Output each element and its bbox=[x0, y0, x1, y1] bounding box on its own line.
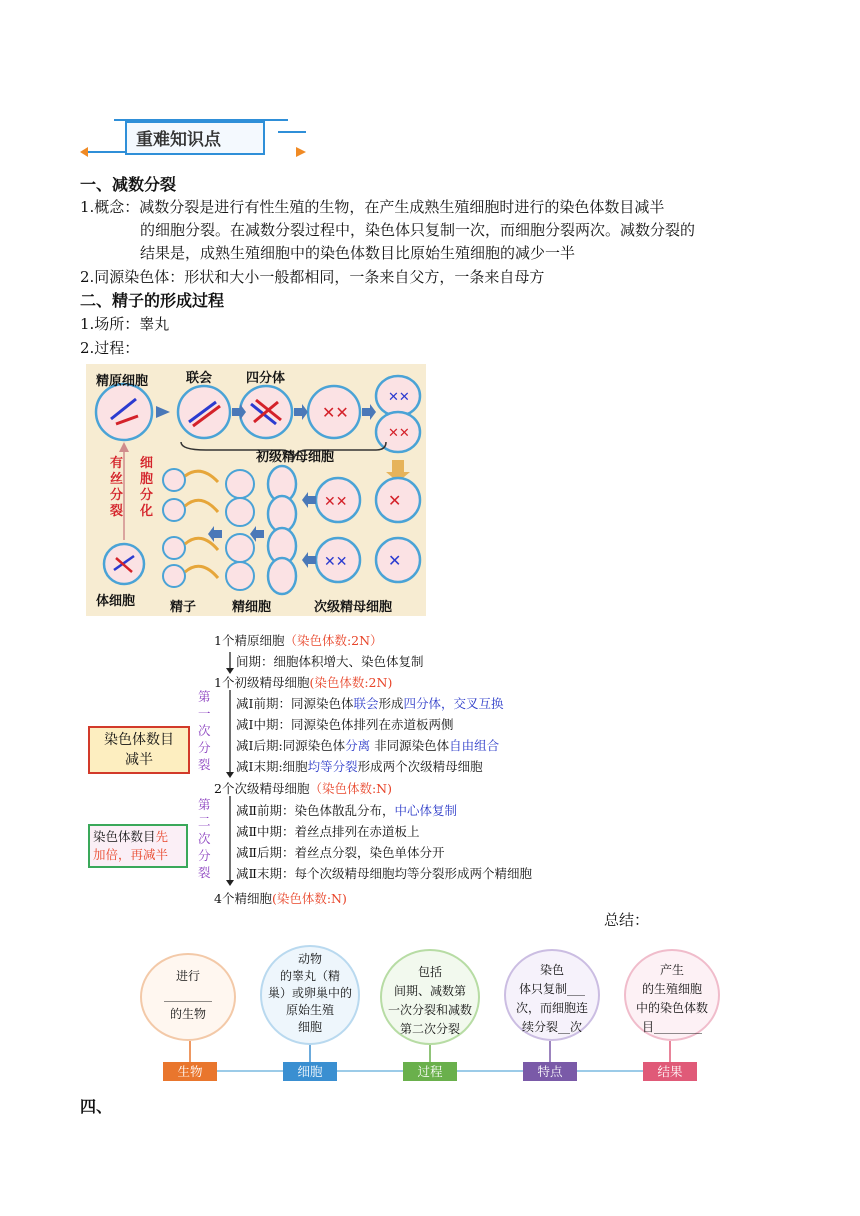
svg-text:✕✕: ✕✕ bbox=[322, 403, 349, 422]
c1-l1: 进行 bbox=[175, 969, 200, 983]
svg-text:✕: ✕ bbox=[388, 491, 402, 510]
m2-pro-a: 减Ⅱ前期：染色体散乱分布， bbox=[236, 803, 395, 818]
box-chromosome-halved bbox=[88, 726, 190, 774]
c1-l2: ________ bbox=[164, 988, 212, 1002]
meiosis-flow bbox=[86, 628, 606, 910]
svg-text:✕✕: ✕✕ bbox=[388, 390, 410, 405]
flow-m1-prophase bbox=[236, 693, 504, 714]
c2-l5: 细胞 bbox=[297, 1020, 322, 1034]
section2-heading: 二、精子的形成过程 bbox=[80, 291, 225, 310]
figure-drawing bbox=[86, 364, 426, 616]
m1-ana-c: 非同源染色体 bbox=[370, 738, 450, 753]
flow-m2-prophase bbox=[236, 800, 457, 821]
flow-c1-text: 1个精原细胞 bbox=[214, 633, 285, 648]
concept-line2: 的细胞分裂。在减数分裂过程中，染色体只复制一次，而细胞分裂两次。减数分裂的 bbox=[140, 221, 696, 239]
label-tetrad: 四分体 bbox=[246, 371, 286, 386]
c3-l3: 一次分裂和减数 bbox=[387, 1003, 472, 1017]
concept-line1: 1.概念：减数分裂是进行有性生殖的生物，在产生成熟生殖细胞时进行的染色体数目减半 bbox=[80, 198, 665, 216]
flow-m1-anaphase bbox=[236, 735, 499, 756]
c3-l4: 第二次分裂 bbox=[399, 1022, 460, 1036]
c4-l2: 体只复制___ bbox=[518, 982, 585, 996]
summary-label: 总结： bbox=[604, 911, 650, 929]
m1-telo-b: 均等分裂 bbox=[307, 759, 358, 774]
flow-m1-telophase bbox=[236, 756, 483, 777]
label-mitosis: 有丝分裂 bbox=[110, 456, 124, 519]
tag-cell: 细胞 bbox=[283, 1062, 337, 1081]
svg-text:✕: ✕ bbox=[388, 551, 402, 570]
flow-c3 bbox=[214, 778, 392, 799]
c4-l4: 续分裂__次 bbox=[521, 1020, 582, 1034]
process-text: 2.过程： bbox=[80, 339, 140, 357]
svg-text:✕✕: ✕✕ bbox=[324, 494, 348, 510]
label-spermatid: 精细胞 bbox=[232, 600, 272, 615]
c3-l2: 间期、减数第 bbox=[393, 984, 466, 998]
m1-pro-b: 联会 bbox=[353, 696, 379, 711]
m1-ana-d: 自由组合 bbox=[449, 738, 500, 753]
flow-interphase: 间期：细胞体积增大、染色体复制 bbox=[236, 654, 424, 669]
section4-heading: 四、 bbox=[80, 1097, 113, 1116]
box1-line1: 染色体数目 bbox=[104, 732, 174, 748]
flow-c4 bbox=[214, 888, 347, 909]
flow-c4-num: (染色体数:N) bbox=[271, 891, 347, 906]
c2-l2: 的睾丸（精 bbox=[279, 969, 340, 983]
label-secondary: 次级精母细胞 bbox=[314, 600, 393, 615]
tag-feature: 特点 bbox=[523, 1062, 577, 1081]
c4-l1: 染色 bbox=[539, 963, 564, 977]
c5-l2: 的生殖细胞 bbox=[641, 982, 702, 996]
flow-c2 bbox=[214, 672, 392, 693]
summary-diagram bbox=[130, 945, 730, 1085]
flow-c2-num: (染色体数:2N) bbox=[309, 675, 393, 690]
label-spermatogonium: 精原细胞 bbox=[96, 374, 149, 389]
flow-c3-num: （染色体数:N) bbox=[309, 781, 392, 796]
c2-l4: 原始生殖 bbox=[285, 1003, 334, 1017]
box1-line2: 减半 bbox=[125, 752, 153, 768]
tag-organism: 生物 bbox=[163, 1062, 217, 1081]
flow-c1 bbox=[214, 630, 383, 651]
m1-pro-c: 形成 bbox=[378, 696, 404, 711]
homolog-definition: 2.同源染色体：形状和大小一般都相同，一条来自父方，一条来自母方 bbox=[80, 268, 545, 286]
box2-b: 先 bbox=[155, 829, 169, 844]
label-somatic: 体细胞 bbox=[96, 594, 136, 609]
flow-m2-label: 第二次分裂 bbox=[198, 797, 211, 880]
banner-title: 重难知识点 bbox=[136, 130, 221, 150]
flow-m1-metaphase: 减Ⅰ中期：同源染色体排列在赤道板两侧 bbox=[236, 717, 454, 732]
c1-l3: 的生物 bbox=[169, 1007, 206, 1021]
box-chromosome-double-then-halve bbox=[88, 824, 188, 868]
summary-circle-organism bbox=[140, 953, 236, 1041]
m1-telo-c: 形成两个次级精母细胞 bbox=[357, 759, 483, 774]
box2-text bbox=[90, 826, 186, 866]
flow-c4-text: 4个精细胞 bbox=[214, 891, 272, 906]
tag-process: 过程 bbox=[403, 1062, 457, 1081]
box2-c: 加倍，再减半 bbox=[93, 847, 169, 862]
c5-l4: 目________ bbox=[641, 1020, 702, 1034]
spermatogenesis-figure bbox=[86, 364, 426, 616]
box2-a: 染色体数目 bbox=[93, 829, 156, 844]
c2-l1: 动物 bbox=[297, 952, 322, 966]
svg-text:✕✕: ✕✕ bbox=[388, 426, 410, 441]
summary-circle-cell bbox=[260, 945, 360, 1045]
flow-m1-label: 第一次分裂 bbox=[198, 689, 211, 772]
m1-pro-d: 四分体，交叉互换 bbox=[403, 696, 504, 711]
m1-ana-a: 减Ⅰ后期:同源染色体 bbox=[236, 738, 346, 753]
flow-m2-anaphase: 减Ⅱ后期：着丝点分裂，染色单体分开 bbox=[236, 845, 445, 860]
place-text: 1.场所：睾丸 bbox=[80, 315, 170, 333]
m1-ana-b: 分离 bbox=[345, 738, 371, 753]
summary-circle-result bbox=[624, 949, 720, 1041]
m1-telo-a: 减Ⅰ末期:细胞 bbox=[236, 759, 308, 774]
section1-heading: 一、减数分裂 bbox=[80, 175, 177, 194]
flow-c2-text: 1个初级精母细胞 bbox=[214, 675, 310, 690]
m1-pro-a: 减Ⅰ前期：同源染色体 bbox=[236, 696, 354, 711]
summary-circle-feature bbox=[504, 949, 600, 1041]
flow-m2-metaphase: 减Ⅱ中期：着丝点排列在赤道板上 bbox=[236, 824, 420, 839]
flow-m2-telophase: 减Ⅱ末期：每个次级精母细胞均等分裂形成两个精细胞 bbox=[236, 866, 532, 881]
tag-result: 结果 bbox=[643, 1062, 697, 1081]
flow-c1-num: （染色体数:2N） bbox=[284, 633, 383, 648]
flow-c3-text: 2个次级精母细胞 bbox=[214, 781, 310, 796]
m2-pro-b: 中心体复制 bbox=[394, 803, 458, 818]
c2-l3: 巢）或卵巢中的 bbox=[267, 986, 352, 1000]
label-differentiation: 细胞分化 bbox=[140, 456, 154, 519]
c4-l3: 次，而细胞连 bbox=[515, 1001, 588, 1015]
label-primary: 初级精母细胞 bbox=[256, 450, 335, 465]
svg-text:✕✕: ✕✕ bbox=[324, 554, 348, 570]
label-sperm: 精子 bbox=[170, 600, 197, 615]
c5-l3: 中的染色体数 bbox=[635, 1001, 708, 1015]
summary-circle-process bbox=[380, 949, 480, 1045]
concept-line3: 结果是，成熟生殖细胞中的染色体数目比原始生殖细胞的减少一半 bbox=[140, 244, 576, 262]
c5-l1: 产生 bbox=[659, 963, 684, 977]
c3-l1: 包括 bbox=[417, 965, 442, 979]
section-banner bbox=[78, 112, 308, 164]
label-synapsis: 联会 bbox=[186, 371, 213, 386]
